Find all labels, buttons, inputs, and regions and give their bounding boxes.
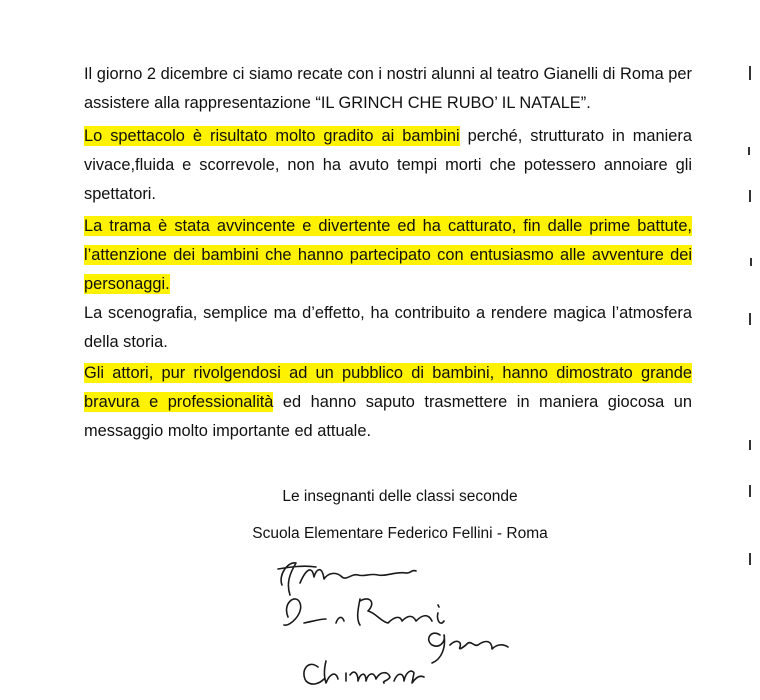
scan-mark: [749, 313, 751, 325]
paragraph-plot: [84, 212, 692, 299]
paragraph-actors: [84, 359, 692, 446]
school-line: Scuola Elementare Federico Fellini - Roma: [252, 525, 548, 542]
scan-mark: [749, 553, 751, 565]
highlight-actors: Gli attori, pur rivolgendosi ad un pubblico di bambini, hanno dimostrato grande bravura e professionalità: [84, 364, 692, 411]
handwritten-signatures: [260, 555, 540, 700]
paragraph-intro: [84, 60, 692, 118]
signature-stroke: [284, 599, 444, 625]
paragraph-scenery: [84, 299, 692, 357]
signature-stroke: [278, 563, 416, 595]
paragraph-show: [84, 122, 692, 209]
actors-text: ed hanno saputo trasmettere in maniera giocosa un messaggio molto importante ed attuale.: [84, 393, 692, 440]
scan-mark: [749, 440, 751, 450]
intro-text: Il giorno 2 dicembre ci siamo recate con i nostri alunni al teatro Gianelli di Roma per assistere alla rappresentazione “IL GRINCH CHE RUBO’ IL NATALE”.: [84, 65, 692, 112]
highlight-plot: La trama è stata avvincente e divertente ed ha catturato, fin dalle prime battute, l’attenzione dei bambini che hanno partecipato con entusiasmo alle avventure dei personaggi.: [84, 217, 692, 293]
scan-mark: [748, 147, 750, 155]
teachers-line: Le insegnanti delle classi seconde: [282, 488, 518, 505]
scan-mark: [749, 190, 751, 202]
scan-mark: [749, 485, 751, 497]
highlight-show: Lo spettacolo è risultato molto gradito ai bambini: [84, 127, 460, 145]
signature-stroke: [429, 633, 508, 663]
scan-mark: [750, 258, 752, 266]
signature-stroke: [304, 661, 424, 684]
scenery-text: La scenografia, semplice ma d’effetto, ha contribuito a rendere magica l’atmosfera della storia.: [84, 304, 692, 351]
show-text: perché, strutturato in maniera vivace,fluida e scorrevole, non ha avuto tempi morti che potessero annoiare gli spettatori.: [84, 127, 692, 203]
scan-mark: [749, 66, 751, 80]
